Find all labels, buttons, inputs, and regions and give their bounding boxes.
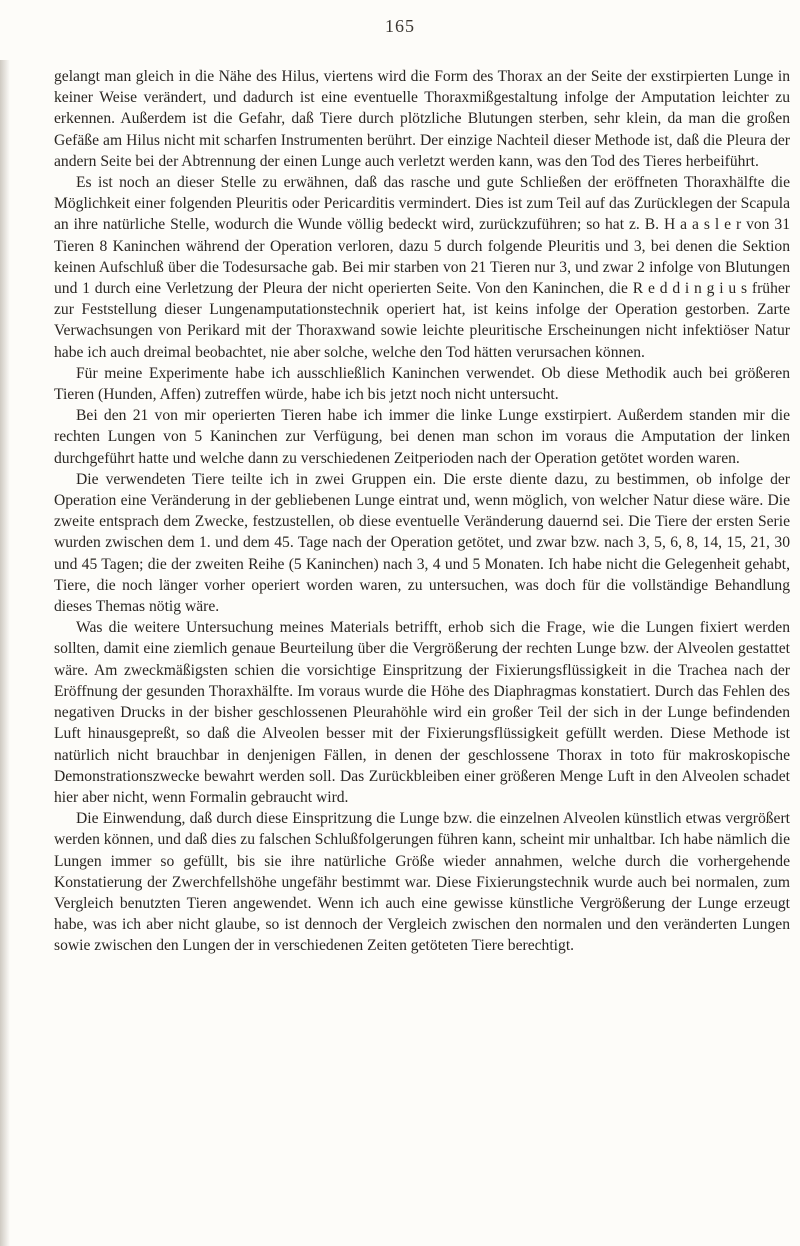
page-edge-shadow <box>0 60 10 1246</box>
paragraph-5: Die verwendeten Tiere teilte ich in zwei Gruppen ein. Die erste diente dazu, zu bestimmen, ob infolge der Operation eine Veränderung in der gebliebenen Lunge eintrat und, wenn möglich, von welcher Natur diese wäre. Die zweite entsprach dem Zwecke, festzustellen, ob diese eventuelle Veränderung dauernd sei. Die Tiere der ersten Serie wurden zwischen dem 1. und dem 45. Tage nach der Operation getötet, und zwar bzw. nach 3, 5, 6, 8, 14, 15, 21, 30 und 45 Tagen; die der zweiten Reihe (5 Kaninchen) nach 3, 4 und 5 Monaten. Ich habe nicht die Gelegenheit gehabt, Tiere, die noch länger vorher operiert worden waren, zu untersuchen, was doch für die vollständige Behandlung dieses Themas nötig wäre. <box>54 470 790 616</box>
body-text <box>54 66 790 957</box>
paragraph-1: gelangt man gleich in die Nähe des Hilus, viertens wird die Form des Thorax an der Seite der exstirpierten Lunge in keiner Weise verändert, und dadurch ist eine eventuelle Thoraxmißgestaltung infolge der Amputation leichter zu erkennen. Außerdem ist die Gefahr, daß Tiere durch plötzliche Blutungen sterben, sehr klein, da man die großen Gefäße am Hilus nicht mit scharfen Instrumenten berührt. Der einzige Nachteil dieser Methode ist, daß die Pleura der andern Seite bei der Abtrennung der einen Lunge auch verletzt werden kann, was den Tod des Tieres herbeiführt. <box>54 68 790 170</box>
paragraph-2: Es ist noch an dieser Stelle zu erwähnen, daß das rasche und gute Schließen der eröffneten Thoraxhälfte die Möglichkeit einer folgenden Pleuritis oder Pericarditis vermindert. Dies ist zum Teil auf das Zurücklegen der Scapula an ihre natürliche Stelle, wodurch die Wunde völlig bedeckt wird, zurückzuführen; so hat z. B. H a a s l e r von 31 Tieren 8 Kaninchen während der Operation verloren, dazu 5 durch folgende Pleuritis und 3, bei denen die Sektion keinen Aufschluß über die Todesursache gab. Bei mir starben von 21 Tieren nur 3, und zwar 2 infolge von Blutungen und 1 durch eine Verletzung der Pleura der nicht operierten Seite. Von den Kaninchen, die R e d d i n g i u s früher zur Feststellung dieser Lungenamputationstechnik operiert hat, ist keins infolge der Operation gestorben. Zarte Verwachsungen von Perikard mit der Thoraxwand sowie leichte pleuritische Erscheinungen nicht infektiöser Natur habe ich auch dreimal beobachtet, nie aber solche, welche den Tod hätten verursachen können. <box>54 174 790 361</box>
paragraph-4: Bei den 21 von mir operierten Tieren habe ich immer die linke Lunge exstirpiert. Außerdem standen mir die rechten Lungen von 5 Kaninchen zur Verfügung, bei denen man schon im voraus die Amputation der linken durchgeführt hatte und welche dann zu verschiedenen Zeitperioden nach der Operation getötet worden waren. <box>54 407 790 467</box>
paragraph-6: Was die weitere Untersuchung meines Materials betrifft, erhob sich die Frage, wie die Lungen fixiert werden sollten, damit eine ziemlich genaue Beurteilung über die Vergrößerung der rechten Lunge bzw. der Alveolen gestattet wäre. Am zweckmäßigsten schien die vorsichtige Einspritzung der Fixierungsflüssigkeit in die Trachea nach der Eröffnung der gesunden Thoraxhälfte. Im voraus wurde die Höhe des Diaphragmas konstatiert. Durch das Fehlen des negativen Drucks in der bisher geschlossenen Pleurahöhle wird ein großer Teil der sich in der Lunge befindenden Luft hinausgepreßt, so daß die Alveolen besser mit der Fixierungsflüssigkeit gefüllt werden. Diese Methode ist natürlich nicht brauchbar in denjenigen Fällen, in denen der geschlossene Thorax in toto für makroskopische Demonstrationszwecke bewahrt werden soll. Das Zurückbleiben einer größeren Menge Luft in den Alveolen schadet hier aber nicht, wenn Formalin gebraucht wird. <box>54 619 790 806</box>
page-number: 165 <box>385 16 415 36</box>
paragraph-7: Die Einwendung, daß durch diese Einspritzung die Lunge bzw. die einzelnen Alveolen künstlich etwas vergrößert werden können, und daß dies zu falschen Schlußfolgerungen führen kann, scheint mir unhaltbar. Ich habe nämlich die Lungen immer so gefüllt, bis sie ihre natürliche Größe wieder annahmen, welche durch die vorhergehende Konstatierung der Zwerchfellshöhe ungefähr bestimmt war. Diese Fixierungstechnik wurde auch bei normalen, zum Vergleich benutzten Tieren angewendet. Wenn ich auch eine gewisse künstliche Vergrößerung der Lunge erzeugt habe, was ich aber nicht glaube, so ist dennoch der Vergleich zwischen den normalen und den veränderten Lungen sowie zwischen den Lungen der in verschiedenen Zeiten getöteten Tiere berechtigt. <box>54 810 790 955</box>
paragraph-3: Für meine Experimente habe ich ausschließlich Kaninchen verwendet. Ob diese Methodik auch bei größeren Tieren (Hunden, Affen) zutreffen würde, habe ich bis jetzt noch nicht untersucht. <box>54 364 790 404</box>
